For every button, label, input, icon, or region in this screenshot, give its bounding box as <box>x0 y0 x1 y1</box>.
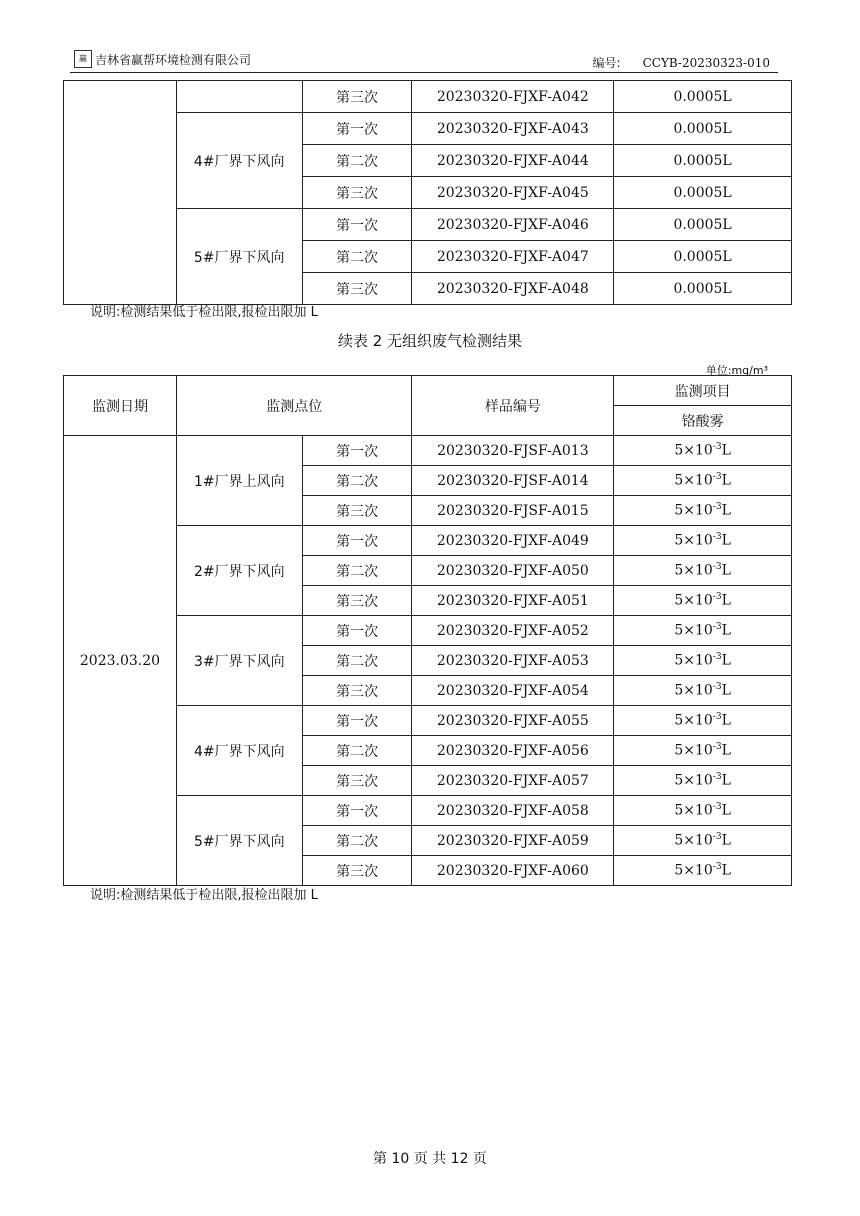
page-footer: 第 10 页 共 12 页 <box>373 1151 487 1167</box>
result-mantissa: 5×10 <box>674 502 713 519</box>
header-point: 监测点位 <box>176 376 412 436</box>
sample-id-cell: 20230320-FJSF-A014 <box>412 466 614 496</box>
sequence-cell: 第一次 <box>302 616 412 646</box>
result-suffix: L <box>721 622 731 639</box>
document-number <box>593 54 770 71</box>
result-cell: 0.0005L <box>614 209 792 241</box>
page-header <box>70 48 778 73</box>
result-mantissa: 5×10 <box>674 862 713 879</box>
table1-note: 说明:检测结果低于检出限,报检出限加 L <box>90 305 318 320</box>
table2-title: 续表 2 无组织废气检测结果 <box>337 332 523 350</box>
result-cell <box>614 706 792 736</box>
result-exponent: -3 <box>712 502 722 513</box>
result-exponent: -3 <box>712 832 722 843</box>
point-cell: 3#厂界下风向 <box>176 616 302 706</box>
result-cell <box>614 466 792 496</box>
point-cell-empty <box>176 81 302 113</box>
point-cell: 5#厂界下风向 <box>176 209 302 305</box>
sequence-cell: 第三次 <box>302 766 412 796</box>
sequence-cell: 第三次 <box>302 676 412 706</box>
result-cell <box>614 646 792 676</box>
result-exponent: -3 <box>712 442 722 453</box>
sample-id-cell: 20230320-FJXF-A058 <box>412 796 614 826</box>
header-item-group: 监测项目 <box>614 376 792 406</box>
result-cell: 0.0005L <box>614 145 792 177</box>
sequence-cell: 第二次 <box>302 466 412 496</box>
sample-id-cell: 20230320-FJXF-A054 <box>412 676 614 706</box>
sequence-cell: 第二次 <box>302 145 412 177</box>
result-exponent: -3 <box>712 652 722 663</box>
result-mantissa: 5×10 <box>674 652 713 669</box>
sequence-cell: 第二次 <box>302 556 412 586</box>
result-suffix: L <box>721 832 731 849</box>
result-suffix: L <box>721 532 731 549</box>
sequence-cell: 第一次 <box>302 436 412 466</box>
sample-id-cell: 20230320-FJXF-A049 <box>412 526 614 556</box>
header-date: 监测日期 <box>64 376 177 436</box>
document-number-value: CCYB-20230323-010 <box>642 56 770 70</box>
result-mantissa: 5×10 <box>674 562 713 579</box>
result-mantissa: 5×10 <box>674 532 713 549</box>
sequence-cell: 第一次 <box>302 526 412 556</box>
sequence-cell: 第一次 <box>302 113 412 145</box>
header-item: 铬酸雾 <box>614 406 792 436</box>
sequence-cell: 第三次 <box>302 496 412 526</box>
result-exponent: -3 <box>712 802 722 813</box>
sample-id-cell: 20230320-FJXF-A055 <box>412 706 614 736</box>
company-name: 吉林省赢帮环境检测有限公司 <box>95 53 252 67</box>
document-number-label: 编号: <box>592 56 621 70</box>
sequence-cell: 第一次 <box>302 706 412 736</box>
point-cell: 5#厂界下风向 <box>176 796 302 886</box>
table-row <box>64 81 792 113</box>
result-mantissa: 5×10 <box>674 772 713 789</box>
result-suffix: L <box>721 592 731 609</box>
sequence-cell: 第二次 <box>302 826 412 856</box>
date-cell: 2023.03.20 <box>64 436 177 886</box>
sequence-cell: 第三次 <box>302 273 412 305</box>
sample-id-cell: 20230320-FJSF-A015 <box>412 496 614 526</box>
sample-id-cell: 20230320-FJXF-A060 <box>412 856 614 886</box>
sample-id-cell: 20230320-FJXF-A046 <box>412 209 614 241</box>
result-cell: 0.0005L <box>614 177 792 209</box>
table2-unit: 单位:mg/m³ <box>705 364 768 377</box>
table-row <box>64 436 792 466</box>
sample-id-cell: 20230320-FJXF-A043 <box>412 113 614 145</box>
result-mantissa: 5×10 <box>674 442 713 459</box>
result-suffix: L <box>721 712 731 729</box>
result-cell <box>614 736 792 766</box>
sequence-cell: 第三次 <box>302 856 412 886</box>
sequence-cell: 第三次 <box>302 586 412 616</box>
point-cell: 2#厂界下风向 <box>176 526 302 616</box>
sample-id-cell: 20230320-FJXF-A056 <box>412 736 614 766</box>
sample-id-cell: 20230320-FJXF-A045 <box>412 177 614 209</box>
result-suffix: L <box>721 442 731 459</box>
result-mantissa: 5×10 <box>674 832 713 849</box>
continued-results-table <box>63 80 792 305</box>
sample-id-cell: 20230320-FJSF-A013 <box>412 436 614 466</box>
result-mantissa: 5×10 <box>674 712 713 729</box>
table2-note: 说明:检测结果低于检出限,报检出限加 L <box>90 888 318 903</box>
point-cell: 4#厂界下风向 <box>176 706 302 796</box>
result-exponent: -3 <box>712 532 722 543</box>
result-cell <box>614 766 792 796</box>
company-logo-icon: 赢 <box>74 50 92 68</box>
result-mantissa: 5×10 <box>674 472 713 489</box>
result-cell: 0.0005L <box>614 113 792 145</box>
result-cell <box>614 826 792 856</box>
result-exponent: -3 <box>712 592 722 603</box>
result-cell <box>614 796 792 826</box>
result-suffix: L <box>721 742 731 759</box>
result-exponent: -3 <box>712 682 722 693</box>
sequence-cell: 第二次 <box>302 241 412 273</box>
result-cell <box>614 616 792 646</box>
result-mantissa: 5×10 <box>674 622 713 639</box>
result-exponent: -3 <box>712 562 722 573</box>
result-cell <box>614 586 792 616</box>
result-mantissa: 5×10 <box>674 682 713 699</box>
sequence-cell: 第三次 <box>302 177 412 209</box>
result-exponent: -3 <box>712 742 722 753</box>
sample-id-cell: 20230320-FJXF-A042 <box>412 81 614 113</box>
sample-id-cell: 20230320-FJXF-A050 <box>412 556 614 586</box>
result-cell <box>614 556 792 586</box>
date-cell-empty <box>64 81 177 305</box>
sample-id-cell: 20230320-FJXF-A053 <box>412 646 614 676</box>
sample-id-cell: 20230320-FJXF-A052 <box>412 616 614 646</box>
sample-id-cell: 20230320-FJXF-A048 <box>412 273 614 305</box>
point-cell: 1#厂界上风向 <box>176 436 302 526</box>
result-cell: 0.0005L <box>614 241 792 273</box>
result-cell <box>614 496 792 526</box>
sequence-cell: 第二次 <box>302 646 412 676</box>
result-mantissa: 5×10 <box>674 592 713 609</box>
point-cell: 4#厂界下风向 <box>176 113 302 209</box>
sequence-cell: 第一次 <box>302 796 412 826</box>
result-suffix: L <box>721 562 731 579</box>
result-cell <box>614 856 792 886</box>
result-exponent: -3 <box>712 862 722 873</box>
result-mantissa: 5×10 <box>674 742 713 759</box>
sequence-cell: 第二次 <box>302 736 412 766</box>
result-suffix: L <box>721 652 731 669</box>
result-exponent: -3 <box>712 772 722 783</box>
results-table-body <box>64 436 792 886</box>
results-table <box>63 375 792 886</box>
result-suffix: L <box>721 772 731 789</box>
result-cell <box>614 676 792 706</box>
sample-id-cell: 20230320-FJXF-A057 <box>412 766 614 796</box>
sample-id-cell: 20230320-FJXF-A059 <box>412 826 614 856</box>
sequence-cell: 第一次 <box>302 209 412 241</box>
result-suffix: L <box>721 502 731 519</box>
result-cell: 0.0005L <box>614 273 792 305</box>
result-cell <box>614 436 792 466</box>
header-sample: 样品编号 <box>412 376 614 436</box>
result-exponent: -3 <box>712 712 722 723</box>
result-suffix: L <box>721 472 731 489</box>
result-suffix: L <box>721 802 731 819</box>
table-header-row <box>64 376 792 406</box>
sample-id-cell: 20230320-FJXF-A047 <box>412 241 614 273</box>
result-mantissa: 5×10 <box>674 802 713 819</box>
sequence-cell: 第三次 <box>302 81 412 113</box>
result-exponent: -3 <box>712 472 722 483</box>
result-cell <box>614 526 792 556</box>
result-cell: 0.0005L <box>614 81 792 113</box>
sample-id-cell: 20230320-FJXF-A051 <box>412 586 614 616</box>
sample-id-cell: 20230320-FJXF-A044 <box>412 145 614 177</box>
result-exponent: -3 <box>712 622 722 633</box>
result-suffix: L <box>721 682 731 699</box>
result-suffix: L <box>721 862 731 879</box>
